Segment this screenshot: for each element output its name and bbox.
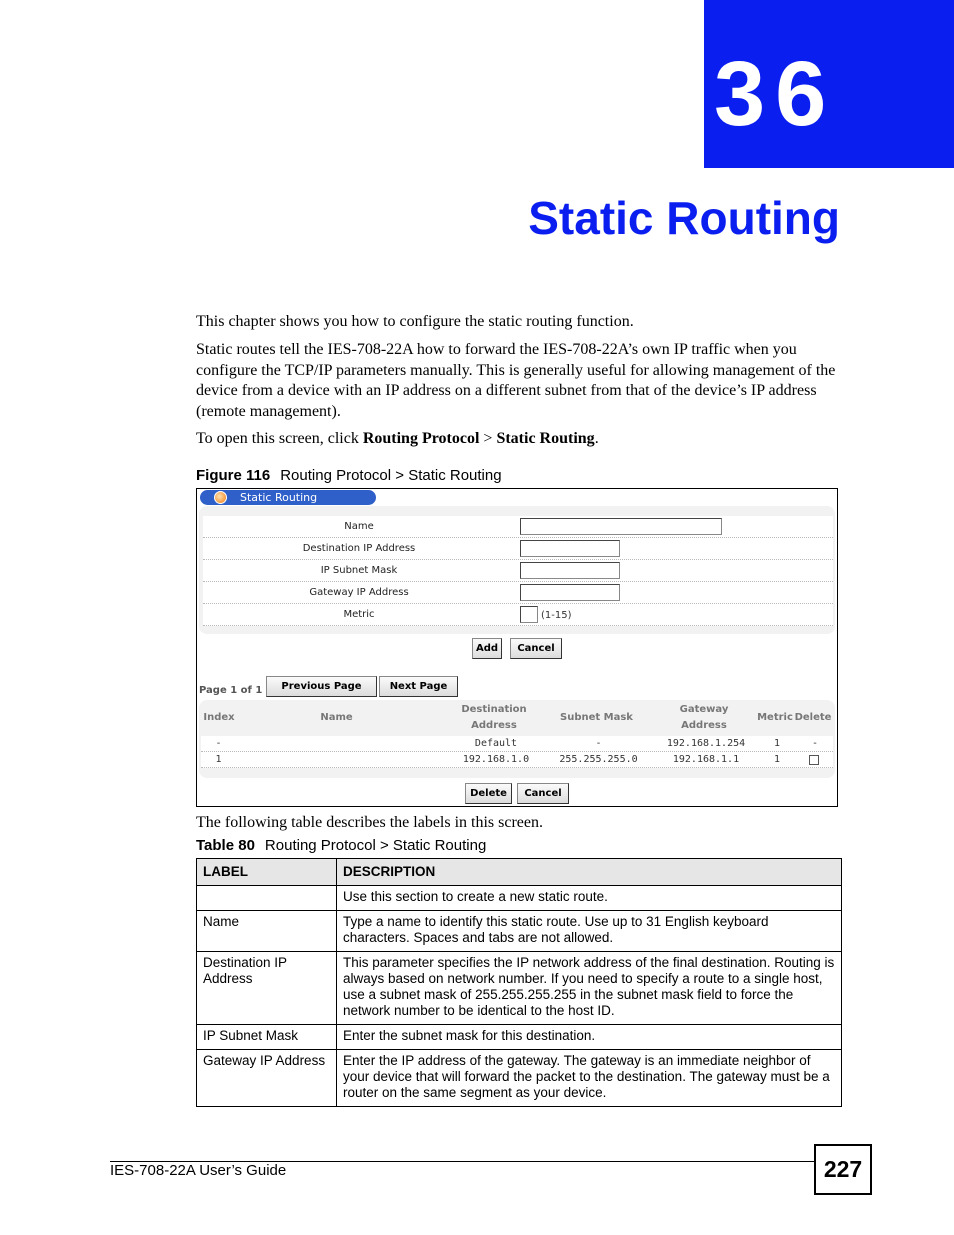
header-name: Name [320,712,353,723]
chapter-number: 36 [714,43,837,145]
table-caption: Table 80 Routing Protocol > Static Routing [196,837,487,854]
table-row: Use this section to create a new static route. [197,886,842,911]
route-list-header [199,700,835,736]
figure-caption: Figure 116 Routing Protocol > Static Routing [196,467,502,484]
header-label: LABEL [197,859,337,886]
label-description-table [196,858,842,1107]
table-row: IP Subnet Mask Enter the subnet mask for this destination. [197,1025,842,1050]
intro-paragraph-2: Static routes tell the IES-708-22A how to forward the IES-708-22A’s own IP traffic when you configure the TCP/IP parameters manually. This is generally useful for allowing management of the device from a device with an IP address on a different subnet from that of the device’s IP address (remote management). [196,341,836,420]
route-list [199,700,835,778]
table-row: Name Type a name to identify this static route. Use up to 31 English keyboard characters. Spaces and tabs are not allowed. [197,911,842,952]
table-header-row [197,859,842,886]
metric-input[interactable] [520,606,538,623]
previous-page-button[interactable]: Previous Page [266,676,377,697]
delete-checkbox[interactable] [809,755,819,765]
menu-path-static-routing: Static Routing [496,430,595,447]
table-row: Gateway IP Address Enter the IP address of the gateway. The gateway is an immediate neighbor of your device that will forward the packet to the destination. The gateway must be a router on the same segment as your device. [197,1050,842,1107]
header-gateway: Gateway Address [679,704,729,731]
menu-path-routing-protocol: Routing Protocol [362,430,480,447]
header-metric: Metric [757,712,793,723]
header-subnet-mask: Subnet Mask [560,712,633,723]
form-cancel-button[interactable]: Cancel [510,638,562,659]
static-routing-screenshot [196,488,838,807]
add-button[interactable]: Add [472,638,502,659]
table-intro: The following table describes the labels in this screen. [196,814,544,831]
destination-ip-input[interactable] [520,540,620,557]
form-row-destination: Destination IP Address [203,538,833,560]
intro-paragraph-3: To open this screen, click Routing Protocol > Static Routing. [196,430,599,447]
form-row-subnet-mask: IP Subnet Mask [203,560,833,582]
header-destination: Destination Address [461,704,527,731]
intro-paragraph-1: This chapter shows you how to configure the static routing function. [196,313,634,330]
delete-button[interactable]: Delete [465,783,512,804]
table-row: Destination IP Address This parameter specifies the IP network address of the final destination. Routing is always based on network number. If you need to specify a route to a single host, use a subnet mask of 255.255.255.255 in the subnet mask field to force the network number to be identical to the host ID. [197,952,842,1025]
table-row: - Default - 192.168.1.254 1 - [201,736,833,752]
form-row-gateway: Gateway IP Address [203,582,833,604]
name-input[interactable] [520,518,722,535]
orb-icon [214,491,227,504]
route-form [199,506,835,634]
subnet-mask-input[interactable] [520,562,620,579]
gateway-ip-input[interactable] [520,584,620,601]
page-number: 227 [814,1144,872,1195]
form-row-metric: Metric (1-15) [203,604,833,626]
header-description: DESCRIPTION [337,859,842,886]
form-row-name: Name [203,516,833,538]
list-cancel-button[interactable]: Cancel [517,783,569,804]
page-indicator: Page 1 of 1 [199,685,263,696]
tab-static-routing[interactable]: Static Routing [200,490,376,505]
table-row: 1 192.168.1.0 255.255.255.0 192.168.1.1 1 [201,752,833,768]
header-delete: Delete [794,712,832,723]
next-page-button[interactable]: Next Page [379,676,458,697]
header-index: Index [203,712,235,723]
footer-guide-title: IES-708-22A User’s Guide [110,1162,287,1179]
chapter-title: Static Routing [528,192,840,244]
